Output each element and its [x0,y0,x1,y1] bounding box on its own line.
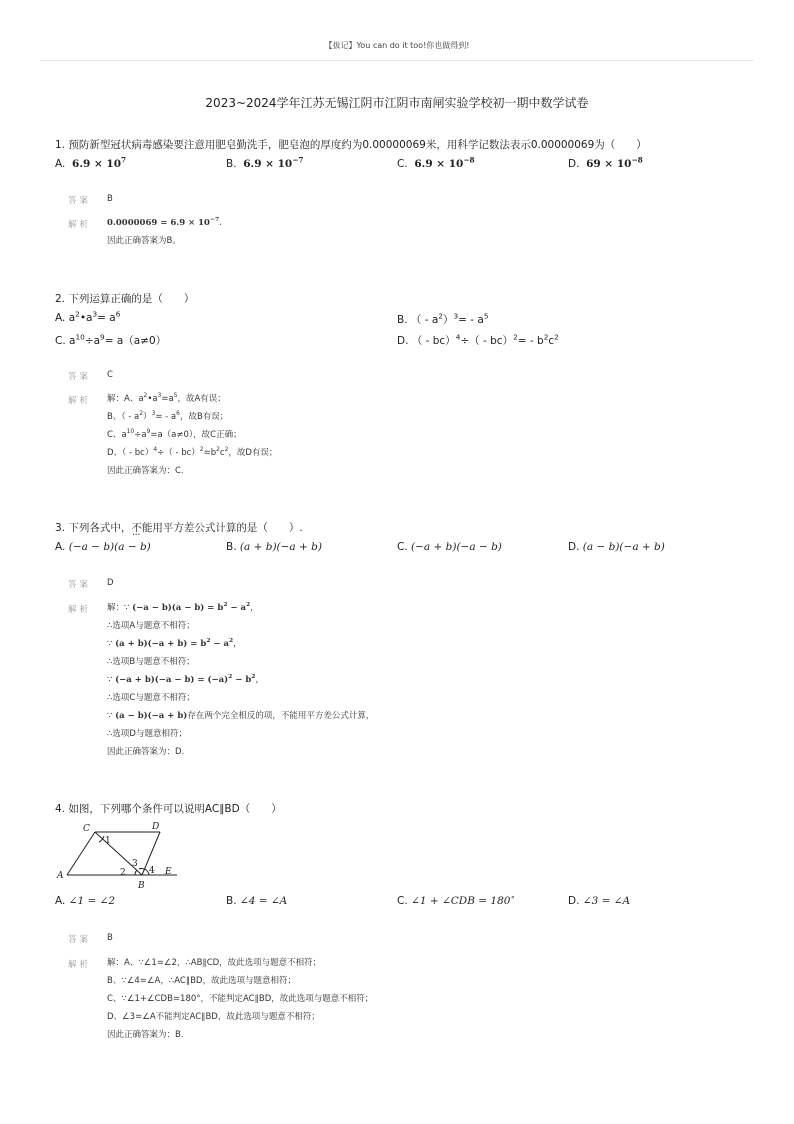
q1-solution-line-2: 因此正确答案为B。 [107,236,181,246]
angle-2-arc [135,870,137,875]
q3-option-c[interactable]: C. (−a + b)(−a − b) [397,541,502,553]
q3-solution-line-5: ∵ $(-a + b)(-a - b) = (-a)^2 - b^2$， [107,673,264,685]
q1-solution [107,214,222,250]
q3-solution-line-2: ∴选项A与题意不相符； [107,621,195,631]
q2-option-d[interactable]: D. （ - $bc)^4\div( - bc)^2= - b^2c^2$ [397,332,559,347]
label-D: D [152,822,160,832]
q4-option-d[interactable]: D. ∠3 = ∠A [568,895,631,907]
q3-solution-line-6: ∴选项C与题意不相符； [107,693,195,703]
q4-solution-line-5: 因此正确答案为：B. [107,1030,184,1040]
q1-option-d[interactable]: D. $69 \times 10^{-8}$ [568,155,643,170]
segment-AC [67,832,95,875]
q4-solution-line-3: C、∵∠1+∠CDB=180°，不能判定AC∥BD，故此选项与题意不相符； [107,994,374,1004]
q1-analysis-label: 解析 [68,220,92,230]
q4-solution-line-1: 解：A、∵∠1=∠2，∴AB∥CD，故此选项与题意不相符； [107,958,322,968]
q2-analysis-label: 解析 [68,396,92,406]
q1-solution-line-1: $0.0000069 = 6.9 \times 10^{-7}$. [107,216,222,228]
q3-solution-line-3: ∵ $(a + b)(-a + b) = b^2 - a^2$， [107,637,242,649]
q1-option-b[interactable]: B. $6.9 \times 10^{-7}$ [226,155,304,170]
label-angle-2: 2 [120,868,126,878]
q3-solution-line-8: ∴选项D与题意相符； [107,729,187,739]
q3-solution-line-9: 因此正确答案为：D. [107,747,185,757]
q4-answer: B [107,933,113,943]
q1-answer: B [107,194,113,204]
q4-option-b[interactable]: B. ∠4 = ∠A [226,895,288,907]
q4-answer-label: 答案 [68,935,92,945]
q2-solution-line-5: 因此正确答案为：C. [107,466,184,476]
q4-solution-line-4: D、∠3=∠A不能判定AC∥BD，故此选项与题意不相符； [107,1012,320,1022]
q2-solution-line-4: D、（ - $bc)^4\div( - bc)^2=b^2c^2$，故D有误； [107,446,278,458]
label-B: B [138,881,145,891]
label-E: E [165,867,172,877]
q4-option-a[interactable]: A. ∠1 = ∠2 [55,895,116,907]
label-A: A [57,871,64,881]
exam-title: 2023~2024学年江苏无锡江阴市江阴市南闸实验学校初一期中数学试卷 [205,96,589,110]
q3-option-b[interactable]: B. (a + b)(−a + b) [226,541,322,553]
q4-solution [107,954,373,1044]
q3-answer-label: 答案 [68,580,92,590]
question-2-stem: 2. 下列运算正确的是（ ） [55,293,195,305]
q4-solution-line-2: B、∵∠4=∠A，∴AC∥BD，故此选项与题意相符； [107,976,296,986]
q3-answer: D [107,578,114,588]
q2-option-b[interactable]: B. （ - $a^2)^3= - a^5$ [397,311,489,326]
q3-option-a[interactable]: A. (−a − b)(a − b) [55,541,151,553]
q2-solution-line-3: C、$a^{10}\div a^9=a(a\ne 0)$，故C正确； [107,428,242,440]
q1-answer-label: 答案 [68,196,92,206]
q2-solution-line-2: B、（ - $a^2)^3= - a^6$，故B有误； [107,410,229,422]
q3-option-d[interactable]: D. (a − b)(−a + b) [568,541,665,553]
q3-solution-line-1: 解：∵ $(-a - b)(a - b) = b^2 - a^2$， [107,601,259,613]
q2-answer-label: 答案 [68,372,92,382]
label-C: C [83,824,90,834]
geometry-figure [55,818,185,892]
question-3-stem: 3. 下列各式中，不能 • • •用平方差公式计算的是（ ）. [55,520,303,535]
q2-answer: C [107,370,113,380]
q2-solution [107,390,277,480]
page-header-watermark: 【拔记】You can do it too!你也做得到! [324,41,470,50]
q3-solution-line-7: ∵ (a − b)(−a + b)存在两个完全相反的项，不能用平方差公式计算， [107,711,375,721]
q2-option-a[interactable]: A. $a^2•a^3= a^6$ [55,309,121,324]
q4-analysis-label: 解析 [68,960,92,970]
question-1-stem: 1. 预防新型冠状病毒感染要注意用肥皂勤洗手，肥皂泡的厚度约为0.00000069米，用科学记数法表示0.00000069为（ ） [55,139,647,151]
q3-emphasis-dots: 不能 • • • [131,522,152,534]
q2-option-c[interactable]: C. $a^{10}\div a^9= a(a\ne 0)$ [55,332,167,347]
q3-analysis-label: 解析 [68,605,92,615]
q4-option-c[interactable]: C. ∠1 + ∠CDB = 180∘ [397,892,516,907]
q3-solution [107,599,374,761]
label-angle-4: 4 [149,866,155,876]
header-divider [40,60,754,61]
q2-solution-line-1: 解：A、$a^2•a^3=a^5$，故A有误； [107,392,226,404]
q3-solution-line-4: ∴选项B与题意不相符； [107,657,195,667]
label-angle-1: 1 [105,836,111,846]
label-angle-3: 3 [132,859,138,869]
q1-option-a[interactable]: A. $6.9 \times 10^7$ [55,155,127,170]
q1-option-c[interactable]: C. $6.9 \times 10^{-8}$ [397,155,475,170]
question-4-stem: 4. 如图，下列哪个条件可以说明AC∥BD（ ） [55,803,282,815]
